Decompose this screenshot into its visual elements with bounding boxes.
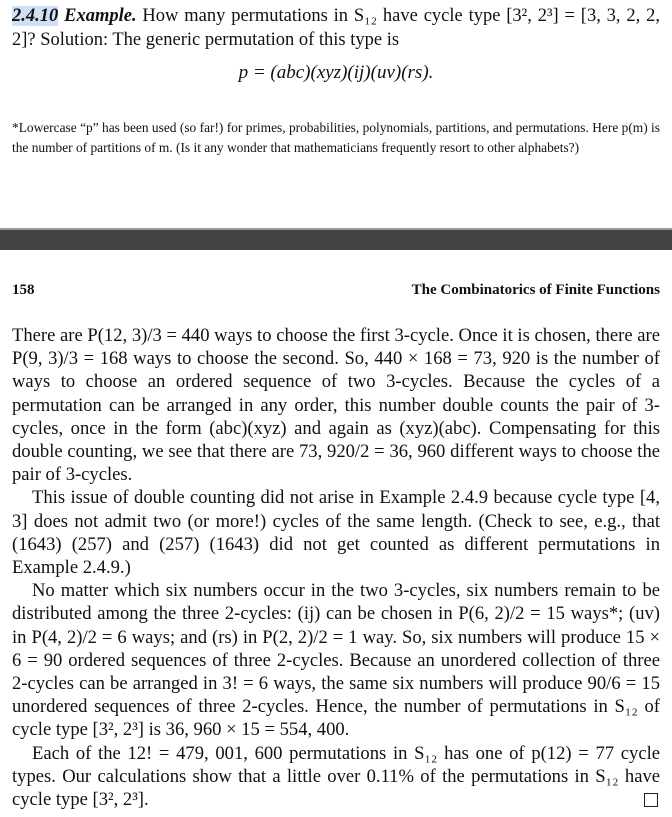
display-equation: p = (abc)(xyz)(ij)(uv)(rs). (238, 62, 434, 83)
example-title: Example. (64, 6, 137, 26)
running-header (12, 282, 660, 299)
paragraph-2: This issue of double counting did not arise in Example 2.4.9 because cycle type [4, 3] does not admit two (or more!) cycles of the same length. (Check to see, e.g., that (1643) (257) and (257) (1643) did not get counted as different permutations in Example 2.4.9.) (12, 487, 660, 579)
paragraph-3: No matter which six numbers occur in the two 3-cycles, six numbers remain to be distributed among the three 2-cycles: (ij) can be chosen in P(6, 2)/2 = 15 ways*; (uv) in P(4, 2)/2 = 6 ways; and (rs) in P(2, 2)/2 = 1 way. So, six numbers will produce 15 × 6 = 90 ordered sequences of three 2-cycles. Because an unordered collection of three 2-cycles can be arranged in 3! = 6 ways, the same six numbers will produce 90/6 = 15 unordered sequences of three 2-cycles. Hence, the number of permutations in S₁₂ of cycle type [3², 2³] is 36, 960 × 15 = 554, 400. (12, 580, 660, 741)
footnote: *Lowercase “p” has been used (so far!) for primes, probabilities, polynomials, partitions, and permutations. Here p(m) is the number of partitions of m. (Is it any wonder that mathematicians frequently resort to other alphabets?) (12, 120, 660, 155)
page-number: 158 (12, 282, 35, 298)
paragraph-1: There are P(12, 3)/3 = 440 ways to choose the first 3-cycle. Once it is chosen, there are P(9, 3)/3 = 168 ways to choose the second. So, 440 × 168 = 73, 920 is the number of ways to choose an ordered sequence of two 3-cycles. Because the cycles of a permutation can be arranged in any order, this number double counts the pair of 3-cycles, once in the form (abc)(xyz) and again as (xyz)(abc). Compensating for this double counting, we see that there are 73, 920/2 = 36, 960 different ways to choose the pair of 3-cycles. (12, 325, 660, 486)
example-paragraph (12, 4, 660, 52)
previous-page-fragment (0, 0, 672, 228)
body-text (12, 324, 660, 811)
page-158 (0, 248, 672, 817)
page-break-divider (0, 228, 672, 250)
qed-square-icon (644, 793, 658, 807)
running-title: The Combinatorics of Finite Functions (411, 282, 660, 298)
example-text: How many permutations in S₁₂ have cycle type [3², 2³] = [3, 3, 2, 2, 2]? Solution: The generic permutation of this type is (12, 6, 661, 50)
example-number: 2.4.10 (12, 6, 59, 26)
paragraph-4: Each of the 12! = 479, 001, 600 permutations in S₁₂ has one of p(12) = 77 cycle types. Our calculations show that a little over 0.11% of the permutations in S₁₂ have cycle type [3², 2³]. (12, 742, 660, 811)
